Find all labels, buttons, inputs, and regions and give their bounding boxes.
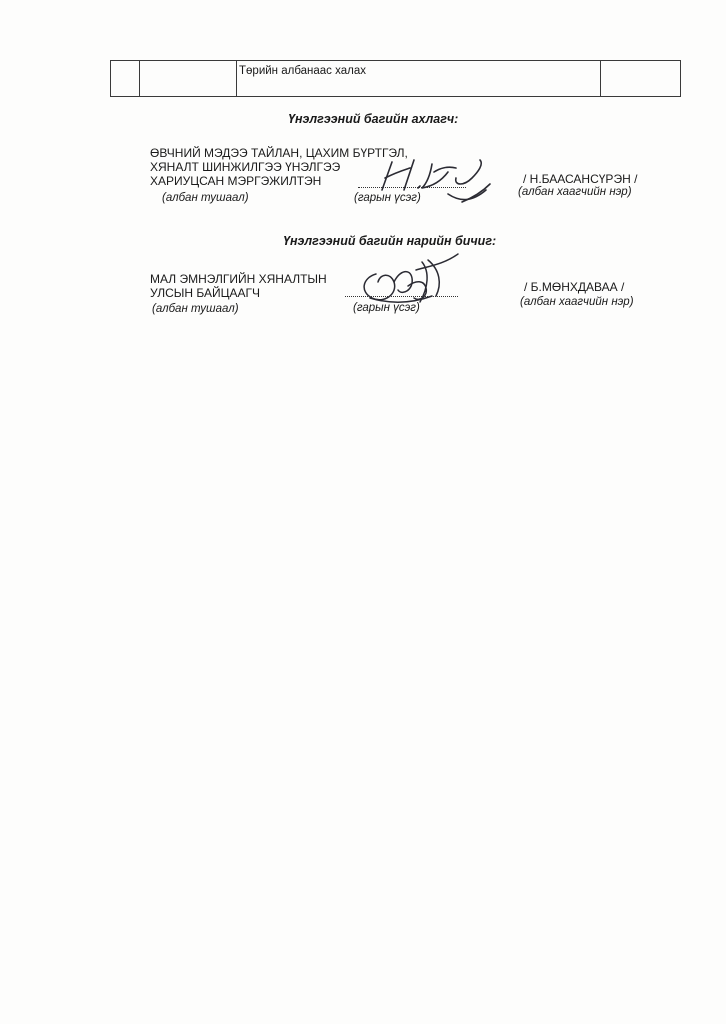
chair-name: / Н.БААСАНСҮРЭН / [523,172,638,186]
table-row [110,60,681,97]
chair-heading: Үнэлгээний багийн ахлагч: [288,112,459,126]
chair-caption-position: (албан тушаал) [162,192,249,204]
secretary-caption-name: (албан хаагчийн нэр) [520,296,634,308]
chair-position-line-3: ХАРИУЦСАН МЭРГЭЖИЛТЭН [150,174,322,188]
secretary-name: / Б.МӨНХДАВАА / [524,280,625,294]
table-column-divider [139,61,140,96]
chair-caption-name: (албан хаагчийн нэр) [518,186,632,198]
table-column-divider [236,61,237,96]
chair-position-line-1: ӨВЧНИЙ МЭДЭЭ ТАЙЛАН, ЦАХИМ БҮРТГЭЛ, [150,146,408,160]
table-cell-text: Төрийн албанаас халах [239,65,366,77]
secretary-position-line-1: МАЛ ЭМНЭЛГИЙН ХЯНАЛТЫН [150,272,327,286]
secretary-heading: Үнэлгээний багийн нарийн бичиг: [283,234,497,248]
secretary-caption-position: (албан тушаал) [152,303,239,315]
chair-position-line-2: ХЯНАЛТ ШИНЖИЛГЭЭ ҮНЭЛГЭЭ [150,160,341,174]
secretary-caption-signature: (гарын үсэг) [353,302,420,314]
secretary-position-line-2: УЛСЫН БАЙЦААГЧ [150,286,261,300]
chair-caption-signature: (гарын үсэг) [354,192,421,204]
table-column-divider [600,61,601,96]
